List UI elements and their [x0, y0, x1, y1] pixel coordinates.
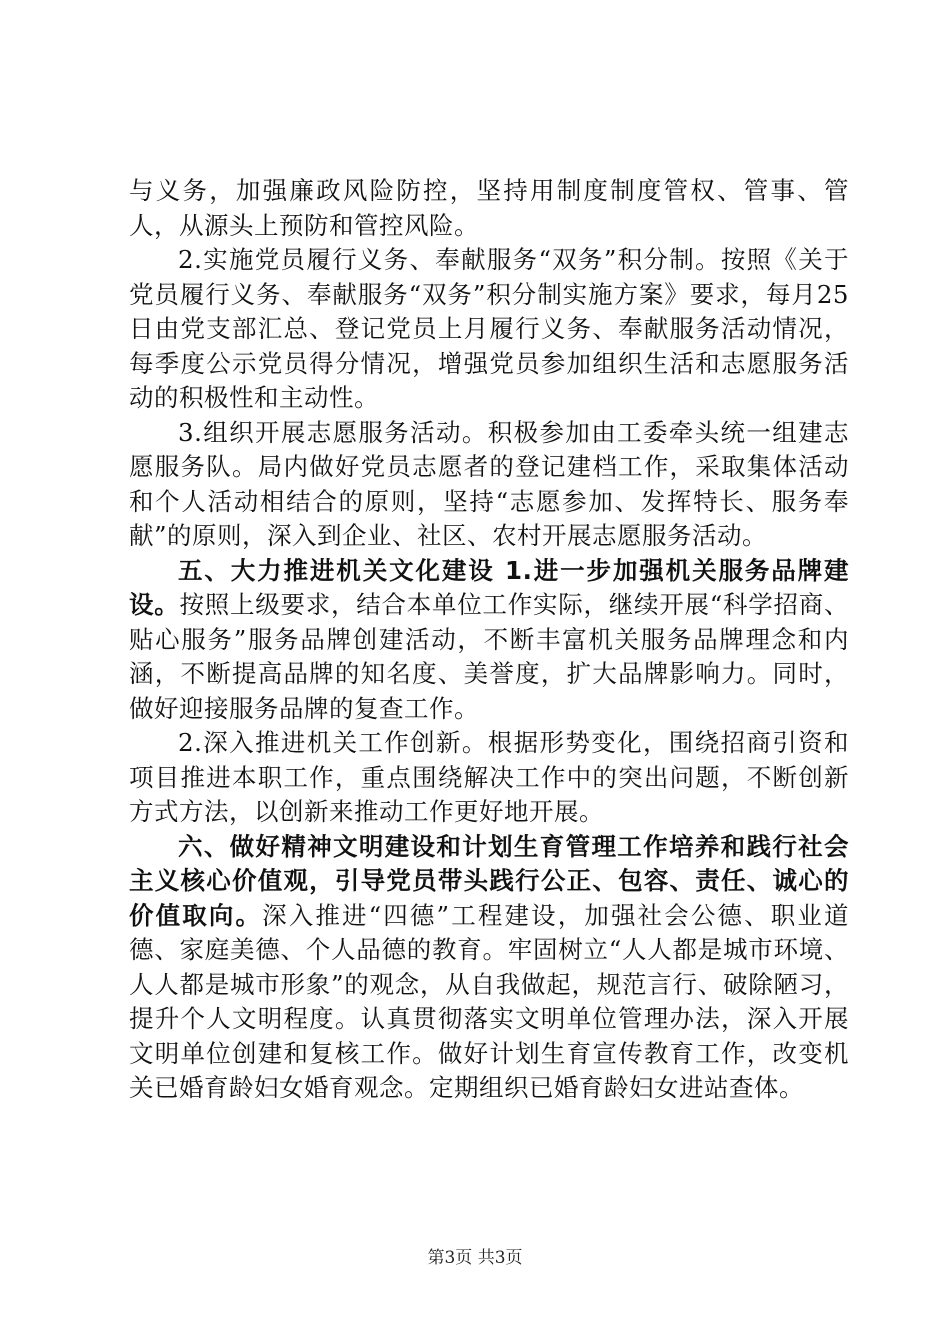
- paragraph-item-3: 3.组织开展志愿服务活动。积极参加由工委牵头统一组建志愿服务队。局内做好党员志愿者的登记建档工作，采取集体活动和个人活动相结合的原则，坚持“志愿参加、发挥特长、服务奉献”的原则，深入到企业、社区、农村开展志愿服务活动。: [129, 417, 849, 550]
- section-6-body: 深入推进“四德”工程建设，加强社会公德、职业道德、家庭美德、个人品德的教育。牢固树立“人人都是城市环境、人人都是城市形象”的观念，从自我做起，规范言行、破除陋习，提升个人文明程度。认真贯彻落实文明单位管理办法，深入开展文明单位创建和复核工作。做好计划生育宣传教育工作，改变机关已婚育龄妇女婚育观念。定期组织已婚育龄妇女进站查体。: [129, 900, 849, 1102]
- section-5-body: 按照上级要求，结合本单位工作实际，继续开展“科学招商、贴心服务”服务品牌创建活动，不断丰富机关服务品牌理念和内涵，不断提高品牌的知名度、美誉度，扩大品牌影响力。同时，做好迎接服务品牌的复查工作。: [129, 590, 849, 723]
- page-number-footer: 第3页 共3页: [427, 1248, 523, 1268]
- paragraph-section-5: [129, 554, 849, 727]
- section-6-heading: 六、做好精神文明建设和计划生育管理工作培养和践行社会主义核心价值观，引导党员带头践行公正、包容、责任、诚心的价值取向。: [129, 831, 849, 930]
- paragraph-section-6: [129, 830, 849, 1106]
- paragraph-continuation: 与义务，加强廉政风险防控，坚持用制度制度管权、管事、管人，从源头上预防和管控风险。: [129, 176, 849, 240]
- section-5-heading: 五、大力推进机关文化建设 1.进一步加强机关服务品牌建设。: [129, 555, 849, 619]
- paragraph-section-5-item-2: 2.深入推进机关工作创新。根据形势变化，围绕招商引资和项目推进本职工作，重点围绕解决工作中的突出问题，不断创新方式方法，以创新来推动工作更好地开展。: [129, 728, 849, 826]
- document-body: [129, 174, 849, 1106]
- paragraph-item-2: 2.实施党员履行义务、奉献服务“双务”积分制。按照《关于党员履行义务、奉献服务“双务”积分制实施方案》要求，每月25日由党支部汇总、登记党员上月履行义务、奉献服务活动情况，每季度公示党员得分情况，增强党员参加组织生活和志愿服务活动的积极性和主动性。: [129, 245, 849, 412]
